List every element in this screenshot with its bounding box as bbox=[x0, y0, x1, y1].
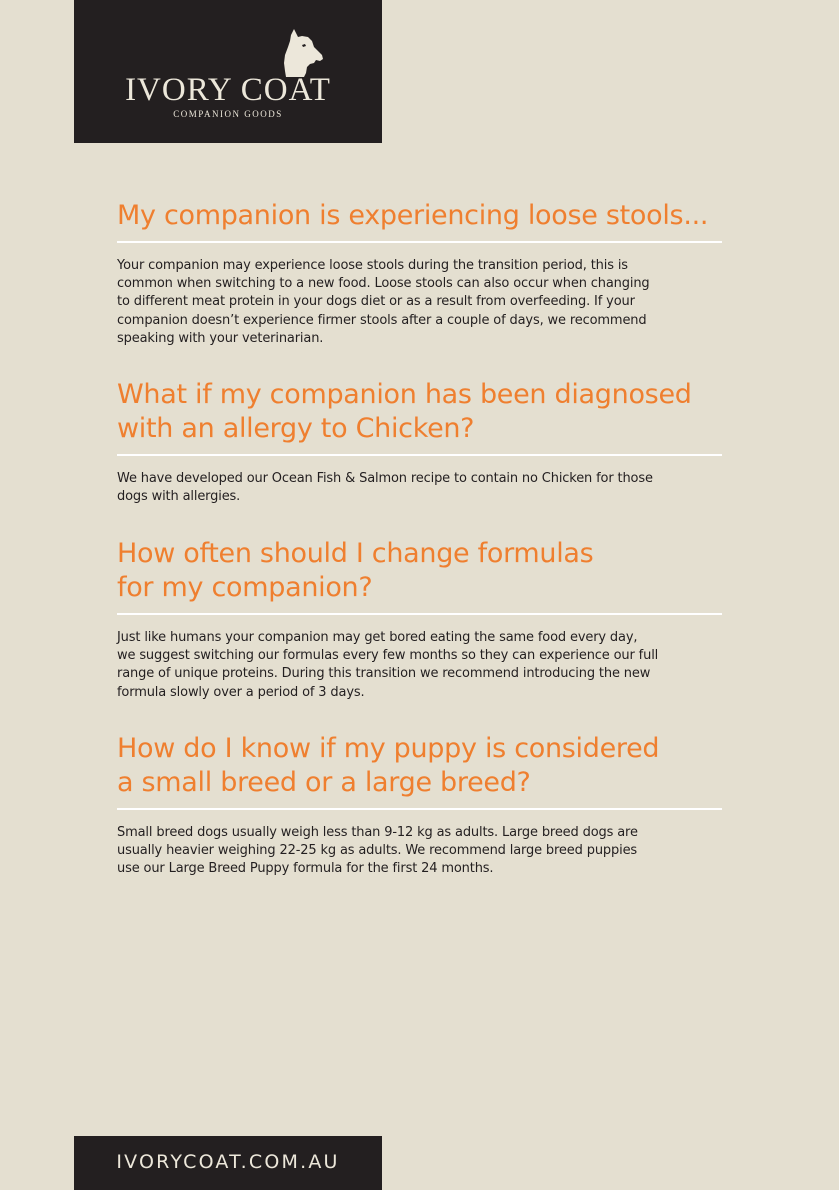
brand-tagline: COMPANION GOODS bbox=[173, 109, 283, 119]
faq-item bbox=[117, 199, 722, 348]
faq-question: What if my companion has been diagnosed with an allergy to Chicken? bbox=[117, 379, 692, 444]
brand-logo-panel bbox=[74, 0, 382, 143]
faq-answer: Just like humans your companion may get bored eating the same food every day, we suggest switching our formulas every few months so they can experience our full range of unique proteins. During this transition we recommend introducing the new formula slowly over a period of 3 days. bbox=[117, 630, 659, 700]
faq-answer: Small breed dogs usually weigh less than 9-12 kg as adults. Large breed dogs are usually heavier weighing 22-25 kg as adults. We recommend large breed puppies use our Large Breed Puppy formula for the first 24 months. bbox=[117, 825, 638, 877]
faq-answer: Your companion may experience loose stools during the transition period, this is common when switching to a new food. Loose stools can also occur when changing to different meat protein in your dogs diet or as a result from overfeeding. If your companion doesn’t experience firmer stools after a couple of days, we recommend speaking with your veterinarian. bbox=[117, 258, 650, 346]
brand-name: IVORY COAT bbox=[125, 72, 331, 108]
faq-item bbox=[117, 732, 722, 879]
faq-answer: We have developed our Ocean Fish & Salmon recipe to contain no Chicken for those dogs with allergies. bbox=[117, 471, 653, 505]
faq-item bbox=[117, 378, 722, 506]
footer-panel bbox=[74, 1136, 382, 1190]
faq-question: My companion is experiencing loose stools... bbox=[117, 200, 709, 231]
schnauzer-head-icon bbox=[280, 27, 326, 77]
website-link[interactable]: IVORYCOAT.COM.AU bbox=[116, 1151, 340, 1173]
faq-question: How do I know if my puppy is considered a small breed or a large breed? bbox=[117, 733, 660, 798]
faq-question: How often should I change formulas for my companion? bbox=[117, 538, 594, 603]
faq-item bbox=[117, 537, 722, 702]
